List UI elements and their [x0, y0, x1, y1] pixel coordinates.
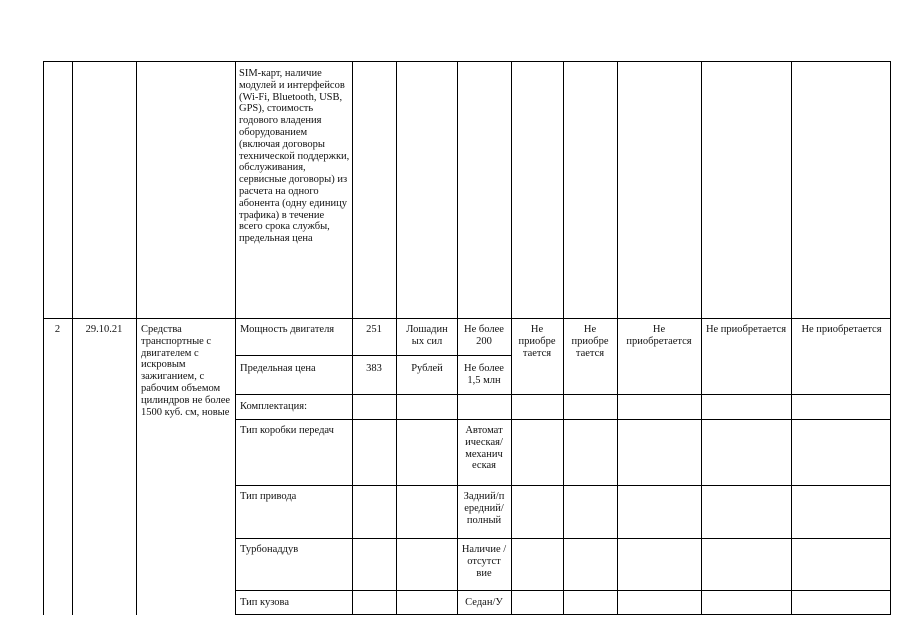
table-border — [511, 61, 512, 615]
table-border — [235, 355, 512, 356]
status-cell: Не приобретается — [705, 324, 787, 335]
characteristic-name: Тип коробки передач — [240, 425, 334, 436]
characteristic-name: Предельная цена — [240, 363, 316, 374]
table-border — [617, 61, 618, 615]
item-name: Средства транспортные с двигателем с искровым зажиганием, с рабочим объемом цилиндров не более 1500 куб. см, новые — [141, 324, 231, 418]
table-border — [701, 61, 702, 615]
table-border — [235, 538, 891, 539]
characteristic-value: Наличие /отсутст вие — [461, 544, 507, 579]
status-cell: Не приобре тается — [571, 324, 609, 359]
table-border — [43, 61, 44, 615]
table-border — [43, 318, 891, 319]
table-border — [235, 394, 891, 395]
status-cell: Не приобретается — [626, 324, 692, 347]
characteristic-name: Тип кузова — [240, 597, 290, 608]
table-border — [396, 61, 397, 615]
characteristic-code: 251 — [366, 324, 382, 335]
characteristic-value: Седан/У — [465, 597, 503, 608]
row-date: 29.10.21 — [85, 324, 123, 335]
table-border — [563, 61, 564, 615]
characteristic-name: Мощность двигателя — [240, 324, 335, 335]
table-border — [43, 61, 891, 62]
table-border — [235, 419, 891, 420]
table-border — [235, 485, 891, 486]
requirements-text: SIM-карт, наличие модулей и интерфейсов (Wi-Fi, Bluetooth, USB, GPS), стоимость годового владения оборудованием (включая договоры технической поддержки, обслуживания, сервисные договоры) из расчета на одного абонента (одну единицу трафика) в течение всего срока службы, предельная цена — [239, 68, 350, 245]
table-border — [136, 61, 137, 615]
status-cell: Не приобретается — [801, 324, 882, 335]
characteristic-name: Турбонаддув — [240, 544, 299, 555]
table-border — [235, 614, 891, 615]
table-border — [352, 61, 353, 615]
characteristic-value: Автомат ическая/ механич еская — [465, 425, 503, 472]
table-border — [72, 61, 73, 615]
table-border — [235, 61, 236, 615]
table-border — [791, 61, 792, 615]
status-cell: Не приобре тается — [518, 324, 556, 359]
characteristic-value: Не более 200 — [464, 324, 504, 347]
characteristic-name: Комплектация: — [240, 401, 308, 412]
table-border — [890, 61, 891, 615]
characteristic-value: Задний/п ередний/ полный — [463, 491, 505, 526]
characteristic-value: Не более 1,5 млн — [464, 363, 504, 386]
characteristic-unit: Рублей — [411, 363, 443, 374]
characteristic-code: 383 — [366, 363, 382, 374]
characteristic-unit: Лошадин ых сил — [406, 324, 448, 347]
characteristic-name: Тип привода — [240, 491, 297, 502]
table-border — [235, 590, 891, 591]
row-number: 2 — [54, 324, 61, 335]
table-border — [457, 61, 458, 615]
